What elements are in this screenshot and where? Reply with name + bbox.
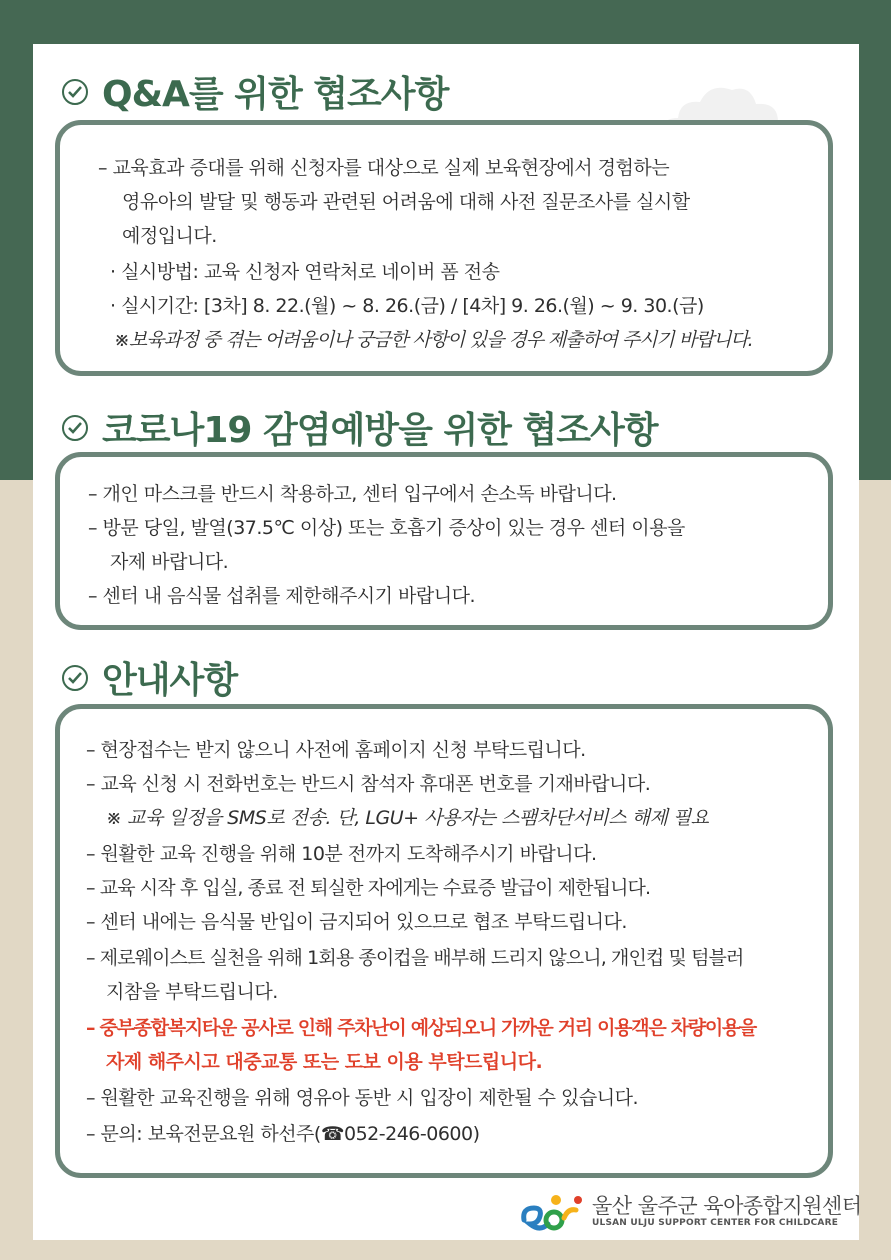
covid-content-box: [55, 452, 833, 630]
center-logo-icon: [520, 1190, 584, 1234]
center-logo: [520, 1190, 862, 1234]
parking-warning-text-2: 자제 해주시고 대중교통 또는 도보 이용 부탁드립니다.: [106, 1051, 543, 1073]
center-name-korean: 울산 울주군 육아종합지원센터: [592, 1194, 862, 1218]
qa-line: – 교육효과 증대를 위해 신청자를 대상으로 실제 보육현장에서 경험하는: [98, 157, 670, 179]
parking-warning-text: 중부종합복지타운 공사로 인해 주차난이 예상되오니 가까운 거리 이용객은 차량이용을: [99, 1017, 756, 1039]
qa-content-box: [55, 120, 833, 376]
notice-line: – 교육 시작 후 입실, 종료 전 퇴실한 자에게는 수료증 발급이 제한됩니다.: [86, 877, 651, 899]
section-title-qa: [62, 66, 448, 117]
contact-line: – 문의: 보육전문요원 하선주(☎052-246-0600): [86, 1123, 480, 1145]
notice-line: 지참을 부탁드립니다.: [106, 981, 278, 1003]
section-title-text: 코로나19 감염예방을 위한 협조사항: [102, 410, 658, 451]
notice-content-box: [55, 704, 833, 1178]
notice-line: – 센터 내에는 음식물 반입이 금지되어 있으므로 협조 부탁드립니다.: [86, 911, 627, 933]
notice-line: – 제로웨이스트 실천을 위해 1회용 종이컵을 배부해 드리지 않으니, 개인컵 및 텀블러: [86, 947, 744, 969]
red-dash: –: [86, 1017, 100, 1039]
section-title-notice: [62, 652, 237, 703]
notice-line: – 교육 신청 시 전화번호는 반드시 참석자 휴대폰 번호를 기재바랍니다.: [86, 773, 651, 795]
notice-line: – 원활한 교육진행을 위해 영유아 동반 시 입장이 제한될 수 있습니다.: [86, 1087, 638, 1109]
qa-line: 예정입니다.: [122, 225, 217, 247]
check-circle-icon: [62, 79, 88, 105]
section-title-covid: [62, 402, 658, 453]
check-circle-icon: [62, 665, 88, 691]
covid-line: – 방문 당일, 발열(37.5℃ 이상) 또는 호흡기 증상이 있는 경우 센터 이용을: [88, 517, 685, 539]
qa-line: 영유아의 발달 및 행동과 관련된 어려움에 대해 사전 질문조사를 실시할: [122, 191, 690, 213]
section-title-text: 안내사항: [102, 660, 238, 701]
qa-method-line: · 실시방법: 교육 신청자 연락처로 네이버 폼 전송: [110, 261, 500, 283]
check-circle-icon: [62, 415, 88, 441]
notice-line: – 현장접수는 받지 않으니 사전에 홈페이지 신청 부탁드립니다.: [86, 739, 586, 761]
notice-note-line: ※ 교육 일정을 SMS로 전송. 단, LGU+ 사용자는 스팸차단서비스 해제 필요: [106, 807, 709, 829]
center-name-english: ULSAN ULJU SUPPORT CENTER FOR CHILDCARE: [592, 1218, 839, 1228]
covid-line: – 센터 내 음식물 섭취를 제한해주시기 바랍니다.: [88, 585, 476, 607]
section-title-text: Q&A를 위한 협조사항: [102, 74, 449, 115]
qa-period-line: · 실시기간: [3차] 8. 22.(월) ~ 8. 26.(금) / [4차] 9. 26.(월) ~ 9. 30.(금): [110, 295, 704, 317]
covid-line: – 개인 마스크를 반드시 착용하고, 센터 입구에서 손소독 바랍니다.: [88, 483, 617, 505]
notice-line: – 원활한 교육 진행을 위해 10분 전까지 도착해주시기 바랍니다.: [86, 843, 597, 865]
qa-note-line: ※보육과정 중 겪는 어려움이나 궁금한 사항이 있을 경우 제출하여 주시기 바랍니다.: [114, 329, 753, 351]
covid-line: 자제 바랍니다.: [110, 551, 229, 573]
notice-parking-line: [86, 1013, 756, 1040]
